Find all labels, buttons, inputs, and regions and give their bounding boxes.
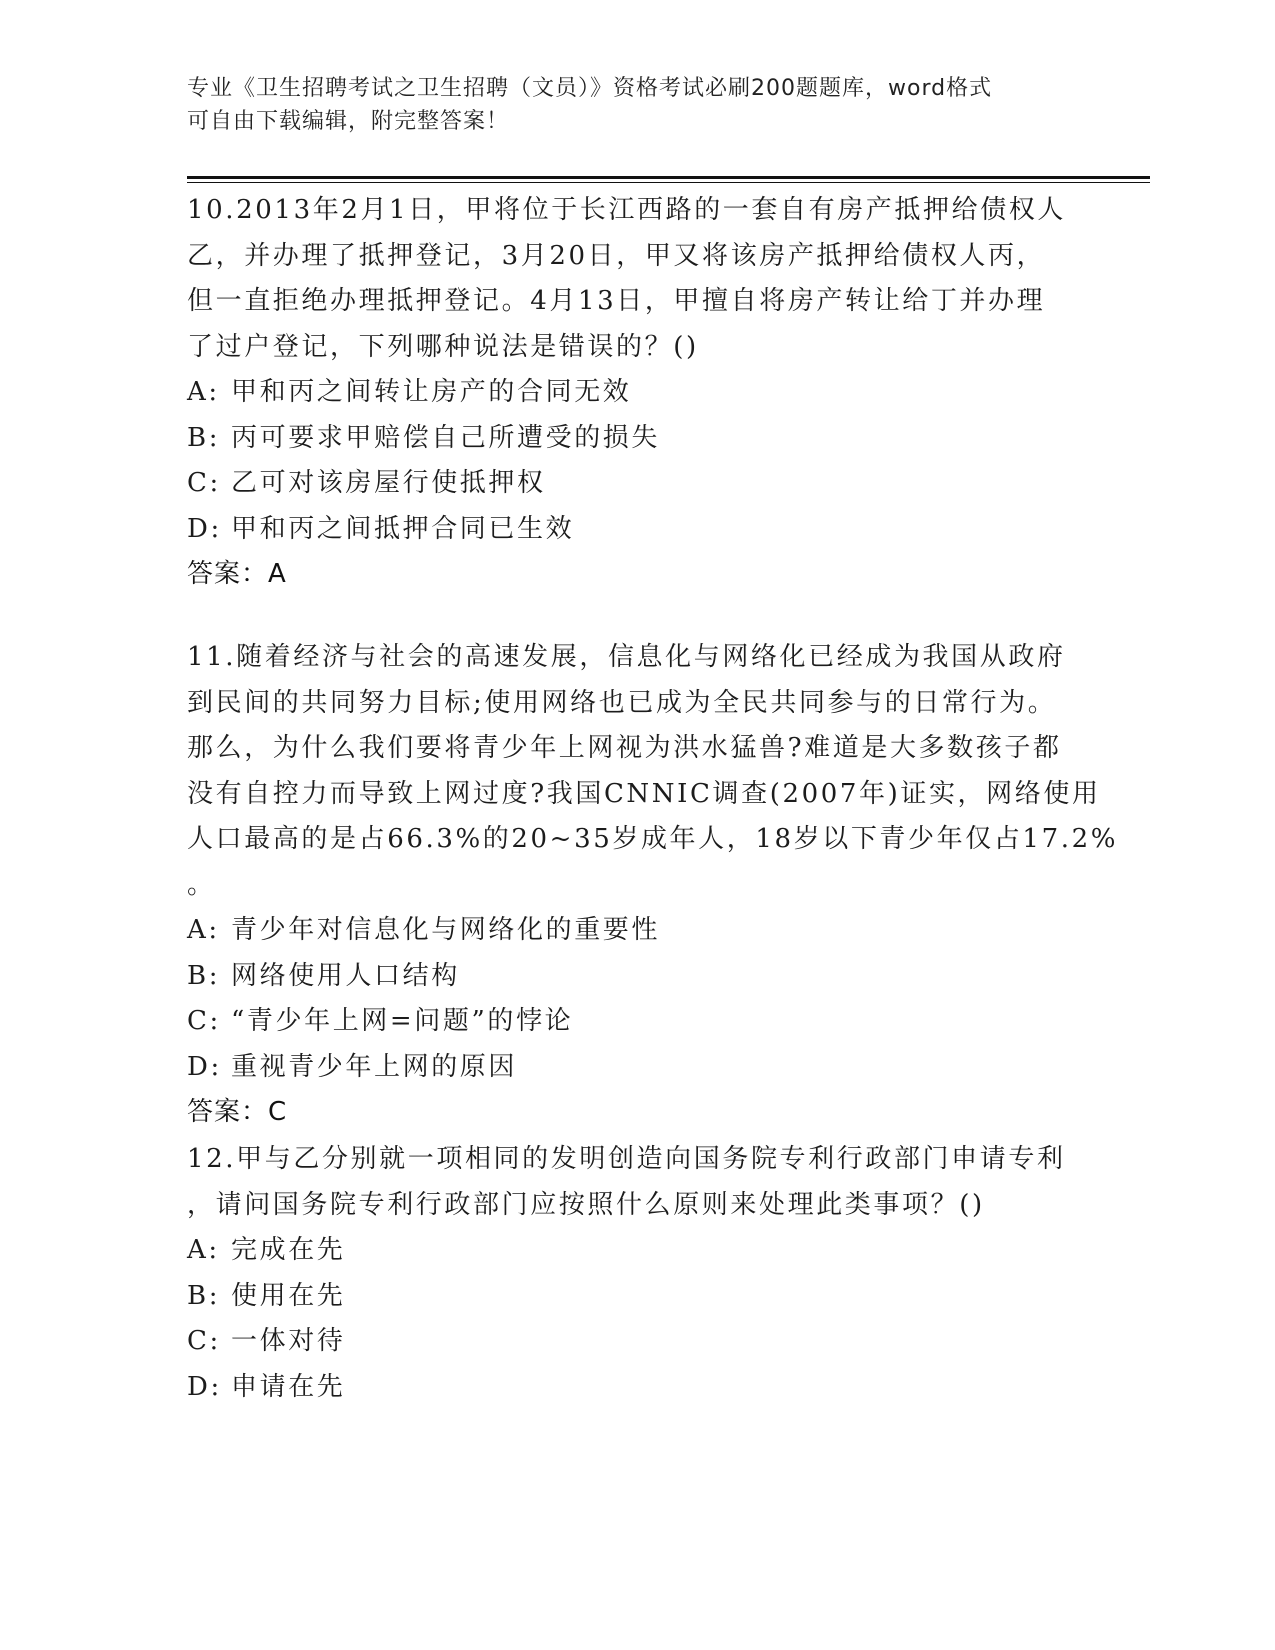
answer-line: 答案：C	[187, 1097, 288, 1127]
option-text: 甲和丙之间抵押合同已生效	[231, 513, 575, 544]
option-a	[187, 370, 1066, 416]
option-text: 丙可要求甲赔偿自己所遭受的损失	[231, 422, 661, 453]
option-text: “青少年上网=问题”的悖论	[231, 1006, 574, 1036]
option-text: 乙可对该房屋行使抵押权	[231, 468, 546, 498]
option-a	[187, 908, 1118, 954]
question-text-line: 那么，为什么我们要将青少年上网视为洪水猛兽?难道是大多数孩子都	[187, 733, 1062, 763]
question-text-line: ，请问国务院专利行政部门应按照什么原则来处理此类事项？()	[187, 1189, 985, 1220]
question-text-line: 乙，并办理了抵押登记，3月20日，甲又将该房产抵押给债权人丙，	[187, 240, 1046, 271]
question-12	[187, 1137, 1066, 1410]
option-c	[187, 1319, 1066, 1365]
option-letter: A:	[187, 915, 220, 945]
question-text-line: 到民间的共同努力目标;使用网络也已成为全民共同参与的日常行为。	[187, 687, 1057, 718]
question-text-line: 。	[187, 869, 216, 900]
option-letter: B:	[187, 1280, 221, 1311]
header-divider-thick	[187, 176, 1150, 179]
option-letter: A:	[187, 1235, 220, 1265]
question-text-line: 但一直拒绝办理抵押登记。4月13日，甲擅自将房产转让给丁并办理	[187, 286, 1046, 316]
question-text-line: 11.随着经济与社会的高速发展，信息化与网络化已经成为我国从政府	[187, 642, 1066, 672]
question-text-line: 人口最高的是占66.3%的20~35岁成年人，18岁以下青少年仅占17.2%	[187, 824, 1119, 854]
header-divider-thin	[187, 182, 1150, 183]
option-letter: D:	[187, 1371, 222, 1402]
option-letter: A:	[187, 377, 220, 407]
question-10	[187, 188, 1066, 598]
option-letter: C:	[187, 1006, 221, 1036]
question-11	[187, 635, 1118, 1136]
header-line-2: 可自由下载编辑，附完整答案！	[187, 109, 510, 134]
option-letter: C:	[187, 468, 221, 498]
option-d	[187, 507, 1066, 553]
option-text: 一体对待	[231, 1326, 346, 1356]
option-a	[187, 1228, 1066, 1274]
option-letter: D:	[187, 1051, 222, 1082]
option-letter: C:	[187, 1326, 221, 1356]
option-c	[187, 461, 1066, 507]
question-text-line: 12.甲与乙分别就一项相同的发明创造向国务院专利行政部门申请专利	[187, 1144, 1066, 1174]
option-text: 青少年对信息化与网络化的重要性	[231, 915, 661, 945]
option-text: 完成在先	[231, 1235, 346, 1265]
option-text: 网络使用人口结构	[231, 960, 460, 991]
header-line-1: 专业《卫生招聘考试之卫生招聘（文员）》资格考试必刷200题题库，word格式	[187, 76, 993, 101]
option-c	[187, 999, 1118, 1045]
question-text-line: 10.2013年2月1日，甲将位于长江西路的一套自有房产抵押给债权人	[187, 195, 1067, 225]
option-b	[187, 1274, 1066, 1320]
option-d	[187, 1365, 1066, 1411]
option-b	[187, 954, 1118, 1000]
question-text-line: 没有自控力而导致上网过度?我国CNNIC调查(2007年)证实，网络使用	[187, 778, 1101, 809]
question-text-line: 了过户登记，下列哪种说法是错误的？()	[187, 331, 699, 362]
answer-line: 答案：A	[187, 559, 287, 589]
option-text: 重视青少年上网的原因	[231, 1051, 518, 1082]
document-header	[187, 72, 1067, 138]
option-d	[187, 1045, 1118, 1091]
option-text: 甲和丙之间转让房产的合同无效	[231, 377, 632, 407]
option-letter: B:	[187, 960, 221, 991]
option-b	[187, 416, 1066, 462]
option-letter: D:	[187, 513, 222, 544]
option-text: 使用在先	[231, 1280, 346, 1311]
option-letter: B:	[187, 422, 221, 453]
option-text: 申请在先	[231, 1371, 346, 1402]
